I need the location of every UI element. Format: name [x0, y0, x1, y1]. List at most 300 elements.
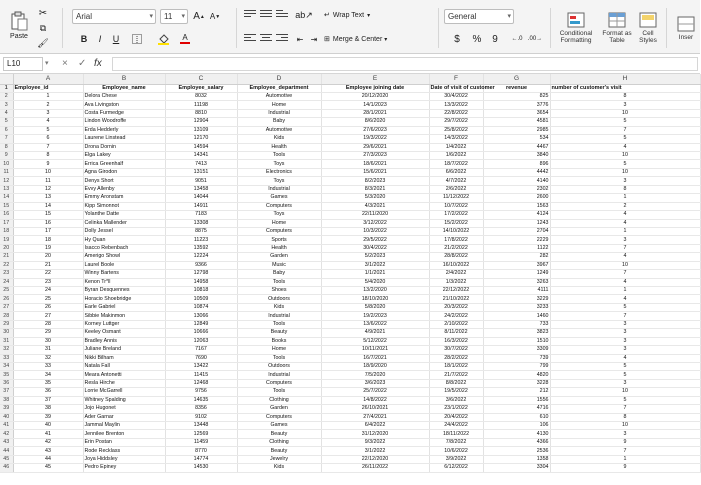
font-color-icon[interactable]: A	[178, 32, 192, 45]
cell[interactable]: 10/7/2022	[429, 202, 483, 210]
cell[interactable]: 16/3/2022	[429, 337, 483, 345]
cell[interactable]: 11198	[165, 101, 237, 109]
cell[interactable]: 10	[550, 152, 700, 160]
cell[interactable]: 10	[550, 422, 700, 430]
cell[interactable]: 896	[483, 160, 550, 168]
row-header[interactable]: 17	[0, 219, 13, 227]
cell[interactable]: 13308	[165, 219, 237, 227]
cell[interactable]: 11/12/2022	[429, 194, 483, 202]
cell[interactable]: Costa Furmedge	[83, 109, 165, 117]
cell[interactable]: 1556	[483, 396, 550, 404]
row-header[interactable]: 30	[0, 329, 13, 337]
cell[interactable]: 19/5/2022	[429, 388, 483, 396]
row-header[interactable]: 25	[0, 287, 13, 295]
cell[interactable]: Drona Dornin	[83, 143, 165, 151]
cell[interactable]: Games	[237, 422, 321, 430]
cell[interactable]: 19	[13, 244, 83, 252]
cell[interactable]: Laurene Linstead	[83, 135, 165, 143]
header-cell[interactable]: Employee joining date	[321, 84, 429, 92]
cell[interactable]: 14/10/2022	[429, 227, 483, 235]
cell[interactable]: 10/6/2022	[429, 447, 483, 455]
cell[interactable]: Automotive	[237, 92, 321, 100]
comma-format-button[interactable]: 9	[492, 33, 498, 45]
column-header[interactable]: E	[321, 74, 429, 84]
row-header[interactable]: 41	[0, 422, 13, 430]
cell[interactable]: 8/6/2020	[321, 118, 429, 126]
cell[interactable]: 45	[13, 464, 83, 472]
align-center-icon[interactable]	[260, 32, 272, 46]
cell[interactable]: 7/5/2020	[321, 371, 429, 379]
cell[interactable]: Kipp Simonnot	[83, 202, 165, 210]
cell[interactable]: 31/12/2020	[321, 430, 429, 438]
cell[interactable]: 4140	[483, 177, 550, 185]
cell[interactable]: 13458	[165, 185, 237, 193]
cell[interactable]: 16	[13, 219, 83, 227]
cell[interactable]: 8	[550, 185, 700, 193]
cell[interactable]: 1249	[483, 270, 550, 278]
cell[interactable]: Laurel Boole	[83, 261, 165, 269]
cell[interactable]: Automotive	[237, 126, 321, 134]
cell[interactable]: Industrial	[237, 185, 321, 193]
cell[interactable]: 14530	[165, 464, 237, 472]
row-header[interactable]: 9	[0, 152, 13, 160]
cell[interactable]: 3/1/2022	[321, 447, 429, 455]
cell[interactable]: 11223	[165, 236, 237, 244]
cell[interactable]: 43	[13, 447, 83, 455]
cell[interactable]: Games	[237, 194, 321, 202]
cell[interactable]: Pedro Epiney	[83, 464, 165, 472]
cell[interactable]: 14774	[165, 455, 237, 463]
row-header[interactable]: 20	[0, 244, 13, 252]
cell[interactable]: 24	[13, 287, 83, 295]
cell[interactable]: 10509	[165, 295, 237, 303]
cell[interactable]: 13151	[165, 168, 237, 176]
cell[interactable]: 4	[550, 354, 700, 362]
cell[interactable]: 2/6/2022	[429, 185, 483, 193]
name-box[interactable]: L10	[3, 57, 43, 71]
cell[interactable]: 37	[13, 396, 83, 404]
decrease-decimal-icon[interactable]: .00→	[527, 36, 543, 42]
cell[interactable]: 28/8/2022	[429, 253, 483, 261]
cell[interactable]: 1/4/2022	[429, 143, 483, 151]
cell[interactable]: 4	[550, 219, 700, 227]
cell[interactable]: 30/4/2022	[429, 92, 483, 100]
header-cell[interactable]: number of customer's visit	[550, 84, 700, 92]
cell[interactable]: 3/6/2022	[429, 396, 483, 404]
cell[interactable]: 17/8/2022	[429, 236, 483, 244]
cell[interactable]: 3	[550, 346, 700, 354]
fill-color-icon[interactable]	[156, 32, 170, 45]
cell[interactable]: 44	[13, 455, 83, 463]
cell[interactable]: 4130	[483, 430, 550, 438]
cell[interactable]: 13/3/2022	[429, 101, 483, 109]
cell[interactable]: Home	[237, 101, 321, 109]
cell[interactable]: 26	[13, 303, 83, 311]
cell[interactable]: 1/6/2022	[429, 152, 483, 160]
row-header[interactable]: 43	[0, 438, 13, 446]
row-header[interactable]: 29	[0, 320, 13, 328]
cell[interactable]: 4581	[483, 118, 550, 126]
cell[interactable]: 13/6/2022	[321, 320, 429, 328]
cell[interactable]: 5	[13, 126, 83, 134]
cell[interactable]: 9	[550, 464, 700, 472]
cell[interactable]: Outdoors	[237, 295, 321, 303]
row-header[interactable]: 8	[0, 143, 13, 151]
cell[interactable]: 27/4/2021	[321, 413, 429, 421]
cell[interactable]: 4820	[483, 371, 550, 379]
cell[interactable]: 106	[483, 422, 550, 430]
cell[interactable]: Kids	[237, 135, 321, 143]
cell[interactable]: Health	[237, 244, 321, 252]
header-cell[interactable]: Employee_name	[83, 84, 165, 92]
cell[interactable]: Beauty	[237, 447, 321, 455]
cell[interactable]: 4	[550, 143, 700, 151]
cell[interactable]: 5	[550, 396, 700, 404]
cell-table[interactable]	[0, 74, 701, 473]
cancel-icon[interactable]: ×	[62, 58, 68, 69]
cell[interactable]: 18/11/2022	[429, 430, 483, 438]
cell[interactable]: 13066	[165, 312, 237, 320]
cell[interactable]: 3	[550, 236, 700, 244]
row-header[interactable]: 2	[0, 92, 13, 100]
cell[interactable]: 3823	[483, 329, 550, 337]
row-header[interactable]: 42	[0, 430, 13, 438]
cell[interactable]: 18/10/2020	[321, 295, 429, 303]
cell[interactable]: 8770	[165, 447, 237, 455]
cell[interactable]: 3229	[483, 295, 550, 303]
cell[interactable]: 35	[13, 379, 83, 387]
cell[interactable]: 12849	[165, 320, 237, 328]
cell[interactable]: 10666	[165, 329, 237, 337]
cell[interactable]: 3/12/2022	[321, 219, 429, 227]
cell[interactable]: 13592	[165, 244, 237, 252]
cell[interactable]: 42	[13, 438, 83, 446]
cell[interactable]: 15/6/2021	[321, 168, 429, 176]
cell[interactable]: 22/8/2022	[429, 109, 483, 117]
cell[interactable]: 18	[13, 236, 83, 244]
number-format-select[interactable]: General ▾	[444, 9, 514, 24]
cell[interactable]: 3309	[483, 346, 550, 354]
cell[interactable]: 9	[550, 438, 700, 446]
row-header[interactable]: 45	[0, 455, 13, 463]
cell[interactable]: 21/7/2022	[429, 371, 483, 379]
cell[interactable]: Garden	[237, 405, 321, 413]
percent-format-button[interactable]: %	[472, 33, 482, 45]
cell[interactable]: 11459	[165, 438, 237, 446]
cell[interactable]: 15	[13, 211, 83, 219]
cell[interactable]: 25/8/2022	[429, 126, 483, 134]
cell[interactable]: 1	[550, 287, 700, 295]
cell[interactable]: Resla Hirche	[83, 379, 165, 387]
align-right-icon[interactable]	[276, 32, 288, 46]
cell[interactable]: 34	[13, 371, 83, 379]
cell[interactable]: Music	[237, 261, 321, 269]
row-header[interactable]: 40	[0, 413, 13, 421]
row-header[interactable]: 22	[0, 261, 13, 269]
cell[interactable]: 12798	[165, 270, 237, 278]
cell[interactable]: 3263	[483, 278, 550, 286]
cell[interactable]: Evvy Allenby	[83, 185, 165, 193]
cell[interactable]: 3	[550, 177, 700, 185]
cell[interactable]: Home	[237, 346, 321, 354]
cell[interactable]: 1	[550, 455, 700, 463]
cell[interactable]: 7183	[165, 211, 237, 219]
cell[interactable]: 3/6/2023	[321, 379, 429, 387]
cut-icon[interactable]: ✂	[38, 7, 48, 19]
cell[interactable]: 19/2/2023	[321, 312, 429, 320]
cell[interactable]: 18/1/2022	[429, 362, 483, 370]
format-as-table-button[interactable]: Format as Table	[600, 6, 634, 50]
cell[interactable]: 10	[550, 168, 700, 176]
cell[interactable]: 24/2/2022	[429, 312, 483, 320]
cell[interactable]: 40	[13, 422, 83, 430]
cell[interactable]: 21	[13, 261, 83, 269]
cell[interactable]: 3654	[483, 109, 550, 117]
cell[interactable]: Amerigo Showl	[83, 253, 165, 261]
cell[interactable]: 3840	[483, 152, 550, 160]
align-top-icon[interactable]	[244, 8, 256, 22]
cell[interactable]: 10874	[165, 303, 237, 311]
cell[interactable]: 8	[550, 92, 700, 100]
cell[interactable]: 32	[13, 354, 83, 362]
cell[interactable]: 7	[550, 312, 700, 320]
cell[interactable]: Industrial	[237, 312, 321, 320]
cell[interactable]: 2704	[483, 227, 550, 235]
column-header[interactable]: F	[429, 74, 483, 84]
cell[interactable]: 7	[13, 143, 83, 151]
cell[interactable]: 30/7/2022	[429, 346, 483, 354]
cell[interactable]: 41	[13, 430, 83, 438]
cell[interactable]: Hy Quan	[83, 236, 165, 244]
cell[interactable]: 8032	[165, 92, 237, 100]
cell[interactable]: 7/8/2022	[429, 438, 483, 446]
cell[interactable]: 825	[483, 92, 550, 100]
font-size-select[interactable]: 11 ▾	[160, 9, 188, 24]
cell[interactable]: Tools	[237, 354, 321, 362]
cell[interactable]: 5/4/2020	[321, 278, 429, 286]
cell[interactable]: 14/8/2022	[321, 396, 429, 404]
cell[interactable]: Horacio Shoebridge	[83, 295, 165, 303]
cell[interactable]: 38	[13, 405, 83, 413]
cell[interactable]: Natala Fall	[83, 362, 165, 370]
cell[interactable]: Juliane Breland	[83, 346, 165, 354]
cell[interactable]: 29	[13, 329, 83, 337]
cell[interactable]: 4	[550, 253, 700, 261]
cell[interactable]: Isacco Rebenbach	[83, 244, 165, 252]
cell[interactable]: 2	[13, 101, 83, 109]
cell[interactable]: 28/2/2022	[429, 354, 483, 362]
cell[interactable]: 13	[13, 194, 83, 202]
cell[interactable]: 8/3/2021	[321, 185, 429, 193]
cell[interactable]: Delora Chese	[83, 92, 165, 100]
cell[interactable]: Computers	[237, 202, 321, 210]
column-header[interactable]: A	[13, 74, 83, 84]
cell[interactable]: 20/12/2020	[321, 92, 429, 100]
row-header[interactable]: 7	[0, 135, 13, 143]
cell[interactable]: 28	[13, 320, 83, 328]
cell[interactable]: 10/3/2022	[321, 227, 429, 235]
cell[interactable]: 13109	[165, 126, 237, 134]
cell[interactable]: 4124	[483, 211, 550, 219]
cell[interactable]: 25	[13, 295, 83, 303]
cell[interactable]: 14341	[165, 152, 237, 160]
row-header[interactable]: 3	[0, 101, 13, 109]
cell[interactable]: Toys	[237, 177, 321, 185]
cell[interactable]: 1563	[483, 202, 550, 210]
cell[interactable]: 22/12/2020	[321, 455, 429, 463]
cell[interactable]: 4442	[483, 168, 550, 176]
cell[interactable]: Kenon Tr*ll	[83, 278, 165, 286]
cell[interactable]: Yolanthe Datte	[83, 211, 165, 219]
cell[interactable]: 3304	[483, 464, 550, 472]
cell[interactable]: 3	[550, 337, 700, 345]
cell[interactable]: 5/8/2020	[321, 303, 429, 311]
row-header[interactable]: 34	[0, 362, 13, 370]
cell[interactable]: 18/7/2022	[429, 160, 483, 168]
cell[interactable]: 2/10/2022	[429, 320, 483, 328]
row-header[interactable]: 1	[0, 84, 13, 92]
cell[interactable]: Byran Desquennes	[83, 287, 165, 295]
cell[interactable]: Baby	[237, 270, 321, 278]
cell[interactable]: 610	[483, 413, 550, 421]
cell[interactable]: Jennilee Brenton	[83, 430, 165, 438]
align-middle-icon[interactable]	[260, 8, 272, 22]
fx-icon[interactable]: fx	[94, 58, 102, 69]
cell[interactable]: 13448	[165, 422, 237, 430]
cell[interactable]: Industrial	[237, 371, 321, 379]
cell[interactable]: Computers	[237, 227, 321, 235]
cell[interactable]: 8	[13, 152, 83, 160]
cell[interactable]: 11415	[165, 371, 237, 379]
cell[interactable]: Winny Bartens	[83, 270, 165, 278]
cell[interactable]: Meara Antonetti	[83, 371, 165, 379]
cell[interactable]: 3233	[483, 303, 550, 311]
cell[interactable]: 10818	[165, 287, 237, 295]
cell[interactable]: 2/4/2022	[429, 270, 483, 278]
cell[interactable]: 5	[550, 303, 700, 311]
cell[interactable]: 10	[13, 168, 83, 176]
cell[interactable]: Kids	[237, 303, 321, 311]
cell[interactable]: 31	[13, 346, 83, 354]
cell[interactable]: 30/4/2022	[321, 244, 429, 252]
cell[interactable]: 6/4/2022	[321, 422, 429, 430]
cell[interactable]: 39	[13, 413, 83, 421]
cell[interactable]: 2536	[483, 447, 550, 455]
cell[interactable]: 212	[483, 388, 550, 396]
cell[interactable]: 3	[550, 320, 700, 328]
cell[interactable]: 4467	[483, 143, 550, 151]
cell[interactable]: 1122	[483, 244, 550, 252]
row-header[interactable]: 19	[0, 236, 13, 244]
cell[interactable]: Baby	[237, 118, 321, 126]
cell[interactable]: 9366	[165, 261, 237, 269]
cell[interactable]: 20/4/2022	[429, 413, 483, 421]
paste-button[interactable]	[6, 6, 32, 44]
row-header[interactable]: 6	[0, 126, 13, 134]
cell[interactable]: Sibbie Makinmon	[83, 312, 165, 320]
cell[interactable]: 534	[483, 135, 550, 143]
cell[interactable]: 17/2/2022	[429, 211, 483, 219]
cell[interactable]: 12468	[165, 379, 237, 387]
row-header[interactable]: 12	[0, 177, 13, 185]
cell[interactable]: 27/6/2023	[321, 126, 429, 134]
cell[interactable]: 26/10/2021	[321, 405, 429, 413]
cell[interactable]: Toys	[237, 160, 321, 168]
cell[interactable]: 4/7/2022	[429, 177, 483, 185]
cell[interactable]: 22/11/2020	[321, 211, 429, 219]
cell[interactable]: Jammal Maylin	[83, 422, 165, 430]
cell[interactable]: Beauty	[237, 329, 321, 337]
cell[interactable]: Health	[237, 143, 321, 151]
cell[interactable]: 282	[483, 253, 550, 261]
cell[interactable]: 29/6/2021	[321, 143, 429, 151]
row-header[interactable]: 13	[0, 185, 13, 193]
cell[interactable]: Computers	[237, 413, 321, 421]
row-header[interactable]: 32	[0, 346, 13, 354]
cell[interactable]: Korney Luttger	[83, 320, 165, 328]
underline-button[interactable]: U	[112, 33, 120, 44]
header-cell[interactable]: Employee_department	[237, 84, 321, 92]
cell[interactable]: Sports	[237, 236, 321, 244]
cell[interactable]: 10	[550, 109, 700, 117]
cell[interactable]: 2	[550, 202, 700, 210]
grow-font-button[interactable]: A ▲	[193, 11, 205, 22]
increase-decimal-icon[interactable]: ←.0	[511, 36, 523, 42]
cell[interactable]: 1243	[483, 219, 550, 227]
cell-styles-button[interactable]: Cell Styles	[636, 6, 660, 50]
column-header[interactable]: C	[165, 74, 237, 84]
cell[interactable]: 9/3/2022	[321, 438, 429, 446]
cell[interactable]: 8875	[165, 227, 237, 235]
cell[interactable]: 7167	[165, 346, 237, 354]
cell[interactable]: 4/3/2021	[321, 202, 429, 210]
cell[interactable]: Tools	[237, 320, 321, 328]
cell[interactable]: 5	[550, 371, 700, 379]
row-header[interactable]: 11	[0, 168, 13, 176]
insert-button[interactable]: Inser	[672, 6, 700, 50]
row-header[interactable]: 18	[0, 227, 13, 235]
cell[interactable]: 4/9/2021	[321, 329, 429, 337]
cell[interactable]: 6/6/2022	[429, 168, 483, 176]
cell[interactable]: 29/7/2022	[429, 118, 483, 126]
cell[interactable]: 7	[550, 270, 700, 278]
cell[interactable]: Keeley Osmant	[83, 329, 165, 337]
currency-format-button[interactable]: $	[454, 33, 460, 45]
cell[interactable]: 9	[13, 160, 83, 168]
row-header[interactable]: 38	[0, 396, 13, 404]
cell[interactable]: Shoes	[237, 287, 321, 295]
cell[interactable]: 14/3/2022	[429, 135, 483, 143]
cell[interactable]: Agna Girodon	[83, 168, 165, 176]
cell[interactable]: 33	[13, 362, 83, 370]
row-header[interactable]: 4	[0, 109, 13, 117]
cell[interactable]: 21/2/2022	[429, 244, 483, 252]
cell[interactable]: Rode Recklass	[83, 447, 165, 455]
cell[interactable]: 4716	[483, 405, 550, 413]
cell[interactable]: Kids	[237, 464, 321, 472]
cell[interactable]: 20	[13, 253, 83, 261]
cell[interactable]: 16/7/2021	[321, 354, 429, 362]
cell[interactable]: Tools	[237, 152, 321, 160]
cell[interactable]: 12224	[165, 253, 237, 261]
row-header[interactable]: 33	[0, 354, 13, 362]
cell[interactable]: 17	[13, 227, 83, 235]
cell[interactable]: 27	[13, 312, 83, 320]
cell[interactable]: 5	[550, 160, 700, 168]
cell[interactable]: 3776	[483, 101, 550, 109]
row-header[interactable]: 15	[0, 202, 13, 210]
cell[interactable]: 14635	[165, 396, 237, 404]
